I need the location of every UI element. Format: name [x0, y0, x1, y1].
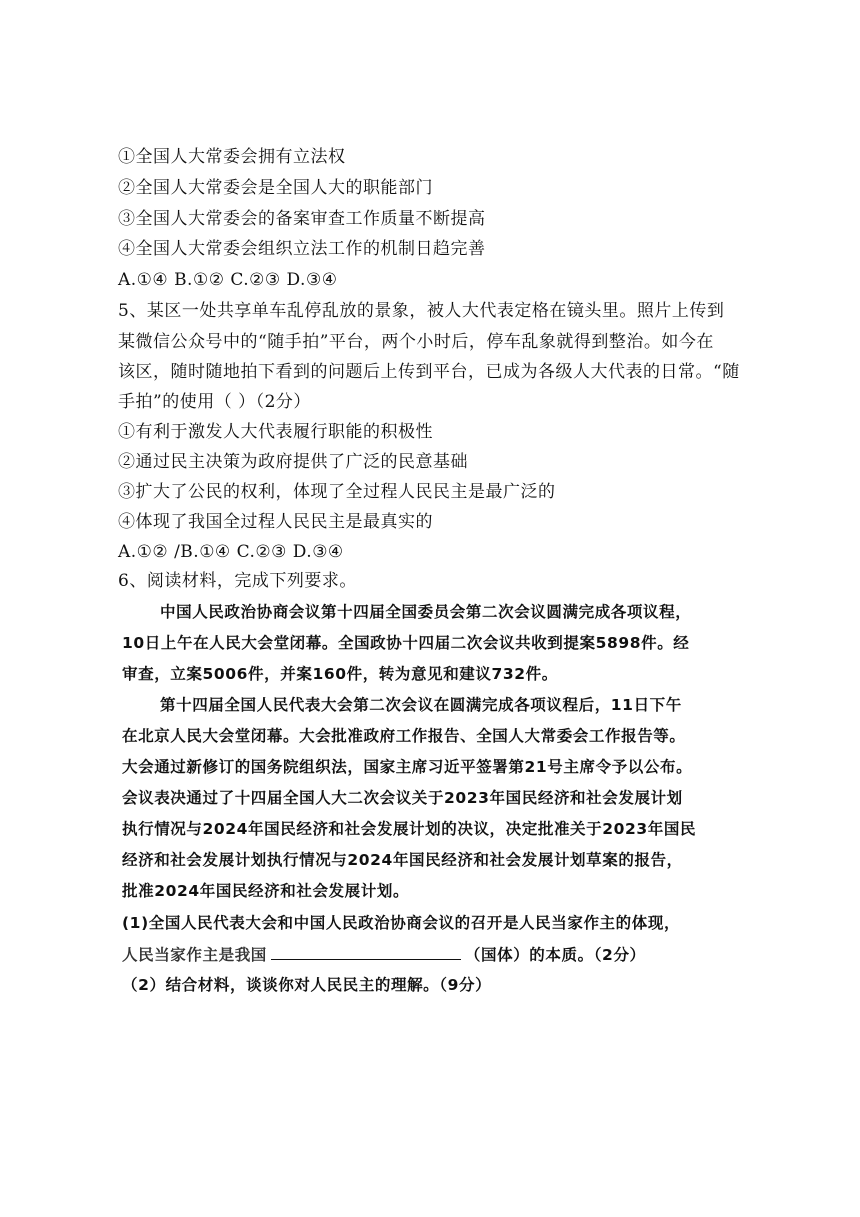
q6-material-line-3: 审查，立案5006件，并案160件，转为意见和建议732件。 — [122, 665, 558, 683]
q6-sub1-line-2 — [122, 943, 646, 966]
q6-sub1-text-after: （国体）的本质。（2分） — [464, 946, 646, 964]
q6-sub1-text-before: 人民当家作主是我国 — [122, 946, 267, 964]
q5-stem-line-4: 手拍”的使用（ ）（2分） — [118, 392, 311, 412]
q5-option-3: ③扩大了公民的权利，体现了全过程人民民主是最广泛的 — [118, 482, 556, 502]
q6-material-line-6: 大会通过新修订的国务院组织法，国家主席习近平签署第21号主席令予以公布。 — [122, 758, 693, 776]
q6-material-line-1: 中国人民政治协商会议第十四届全国委员会第二次会议圆满完成各项议程， — [160, 603, 692, 621]
q6-sub1-line-1: (1)全国人民代表大会和中国人民政治协商会议的召开是人民当家作主的体现， — [122, 914, 681, 932]
q5-choices: A.①② /B.①④ C.②③ D.③④ — [118, 542, 344, 562]
q5-option-4: ④体现了我国全过程人民民主是最真实的 — [118, 512, 433, 532]
q5-option-1: ①有利于激发人大代表履行职能的积极性 — [118, 422, 433, 442]
q6-material-line-2: 10日上午在人民大会堂闭幕。全国政协十四届二次会议共收到提案5898件。经 — [122, 634, 690, 652]
q6-material-line-9: 经济和社会发展计划执行情况与2024年国民经济和社会发展计划草案的报告， — [122, 851, 683, 869]
q4-choices: A.①④ B.①② C.②③ D.③④ — [118, 270, 338, 290]
q6-sub2: （2）结合材料，谈谈你对人民民主的理解。（9分） — [122, 976, 492, 994]
q5-stem-line-3: 该区，随时随地拍下看到的问题后上传到平台，已成为各级人大代表的日常。“随 — [118, 362, 740, 382]
q6-heading: 6、阅读材料，完成下列要求。 — [118, 571, 357, 591]
q6-material-line-4: 第十四届全国人民代表大会第二次会议在圆满完成各项议程后，11日下午 — [160, 696, 682, 714]
q6-material-line-8: 执行情况与2024年国民经济和社会发展计划的决议，决定批准关于2023年国民 — [122, 820, 697, 838]
q4-option-4: ④全国人大常委会组织立法工作的机制日趋完善 — [118, 239, 486, 259]
q6-material-line-5: 在北京人民大会堂闭幕。大会批准政府工作报告、全国人大常委会工作报告等。 — [122, 727, 686, 745]
q4-option-1: ①全国人大常委会拥有立法权 — [118, 147, 346, 167]
q6-material-line-7: 会议表决通过了十四届全国人大二次会议关于2023年国民经济和社会发展计划 — [122, 789, 683, 807]
answer-blank[interactable] — [271, 943, 461, 960]
q6-material-line-10: 批准2024年国民经济和社会发展计划。 — [122, 882, 410, 900]
q4-option-2: ②全国人大常委会是全国人大的职能部门 — [118, 178, 433, 198]
q4-option-3: ③全国人大常委会的备案审查工作质量不断提高 — [118, 209, 486, 229]
q5-stem-line-1: 5、某区一处共享单车乱停乱放的景象，被人大代表定格在镜头里。照片上传到 — [118, 301, 725, 321]
q5-stem-line-2: 某微信公众号中的“随手拍”平台，两个小时后，停车乱象就得到整治。如今在 — [118, 332, 714, 352]
q5-option-2: ②通过民主决策为政府提供了广泛的民意基础 — [118, 452, 468, 472]
